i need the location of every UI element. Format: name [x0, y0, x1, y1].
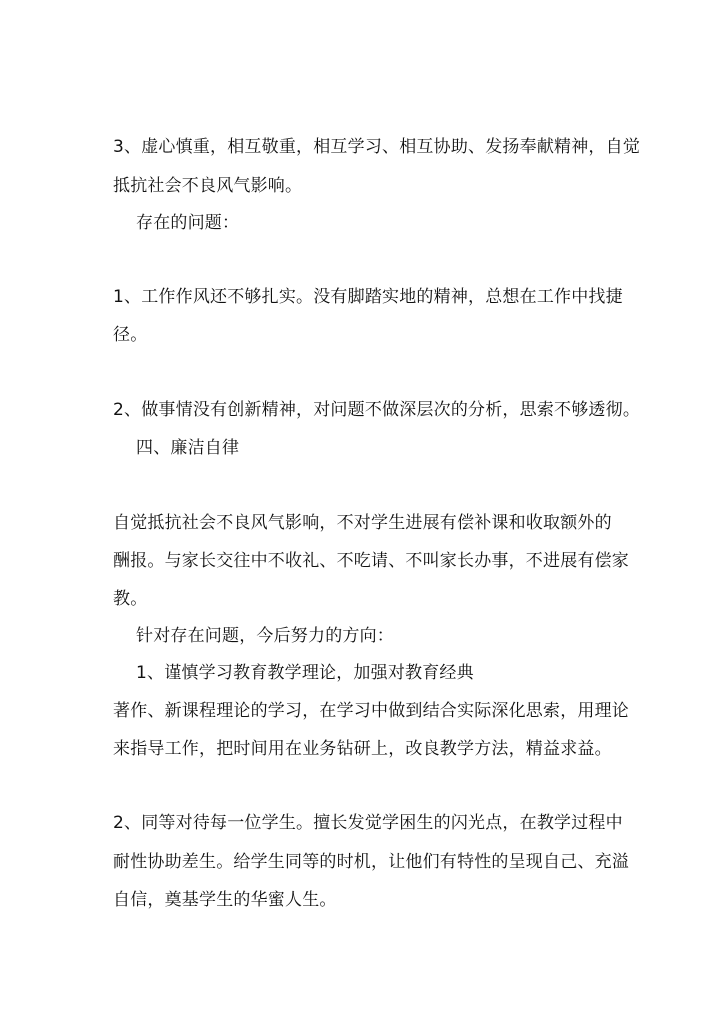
- text-line-14: 来指导工作，把时间用在业务钻研上，改良教学方法，精益求益。: [113, 739, 612, 759]
- text-line-7: 四、廉洁自律: [136, 438, 240, 458]
- text-line-11: 针对存在问题，今后努力的方向：: [136, 626, 394, 646]
- text-line-6: 2、做事情没有创新精神，对问题不做深层次的分析，思索不够透彻。: [113, 400, 641, 420]
- text-line-1: 3、虚心慎重，相互敬重，相互学习、相互协助、发扬奉献精神，自觉: [113, 137, 641, 157]
- text-line-5: 径。: [113, 325, 148, 345]
- text-line-15: 2、同等对待每一位学生。擅长发觉学困生的闪光点，在教学过程中: [113, 813, 623, 833]
- text-line-2: 抵抗社会不良风气影响。: [113, 176, 303, 196]
- text-line-17: 自信，奠基学生的华蜜人生。: [113, 890, 337, 910]
- text-line-8: 自觉抵抗社会不良风气影响，不对学生进展有偿补课和收取额外的: [113, 513, 612, 533]
- text-line-10: 教。: [113, 589, 148, 609]
- text-line-12: 1、谨慎学习教育教学理论，加强对教育经典: [136, 663, 474, 683]
- text-line-3: 存在的问题：: [136, 213, 240, 233]
- text-line-9: 酬报。与家长交往中不收礼、不吃请、不叫家长办事，不进展有偿家: [113, 551, 629, 571]
- text-line-4: 1、工作作风还不够扎实。没有脚踏实地的精神，总想在工作中找捷: [113, 287, 623, 307]
- text-line-16: 耐性协助差生。给学生同等的时机，让他们有特性的呈现自己、充溢: [113, 852, 629, 872]
- text-line-13: 著作、新课程理论的学习，在学习中做到结合实际深化思索，用理论: [113, 701, 629, 721]
